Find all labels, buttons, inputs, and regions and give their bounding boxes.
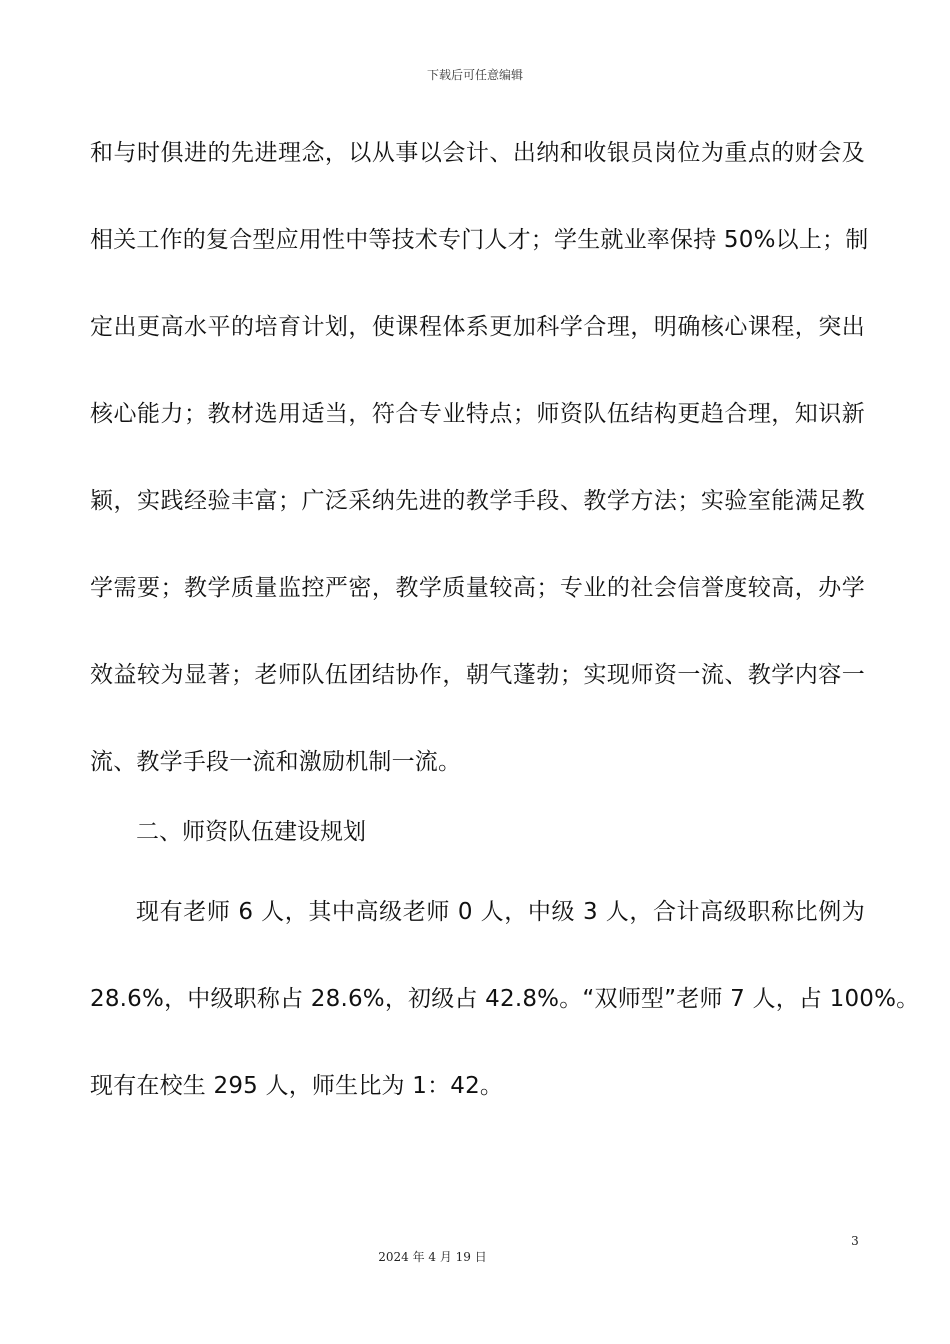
document-body (90, 130, 920, 1150)
page-number: 3 (851, 1234, 859, 1248)
paragraph-line: 效益较为显著；老师队伍团结协作，朝气蓬勃；实现师资一流、教学内容一 (90, 662, 865, 688)
paragraph-line: 定出更高水平的培育计划，使课程体系更加科学合理，明确核心课程，突出 (90, 314, 865, 340)
paragraph-line: 现有老师 6 人，其中高级老师 0 人，中级 3 人，合计高级职称比例为 (136, 899, 865, 925)
paragraph-line: 颖，实践经验丰富；广泛采纳先进的教学手段、教学方法；实验室能满足教 (90, 488, 865, 514)
paragraph-line: 核心能力；教材选用适当，符合专业特点；师资队伍结构更趋合理，知识新 (90, 401, 865, 427)
paragraph-line: 和与时俱进的先进理念，以从事以会计、出纳和收银员岗位为重点的财会及 (90, 140, 865, 166)
paragraph-line: 现有在校生 295 人，师生比为 1：42。 (90, 1073, 504, 1099)
paragraph-line: 流、教学手段一流和激励机制一流。 (90, 749, 462, 775)
paragraph-line: 相关工作的复合型应用性中等技术专门人才；学生就业率保持 50%以上；制 (90, 227, 869, 253)
page-header: 下载后可任意编辑 (426, 68, 523, 82)
section-heading: 二、师资队伍建设规划 (136, 819, 366, 845)
paragraph-line: 28.6%，中级职称占 28.6%，初级占 42.8%。“双师型”老师 7 人，占 100%。 (90, 986, 920, 1012)
footer-date: 2024 年 4 月 19 日 (378, 1250, 487, 1264)
paragraph-line: 学需要；教学质量监控严密，教学质量较高；专业的社会信誉度较高，办学 (90, 575, 865, 601)
